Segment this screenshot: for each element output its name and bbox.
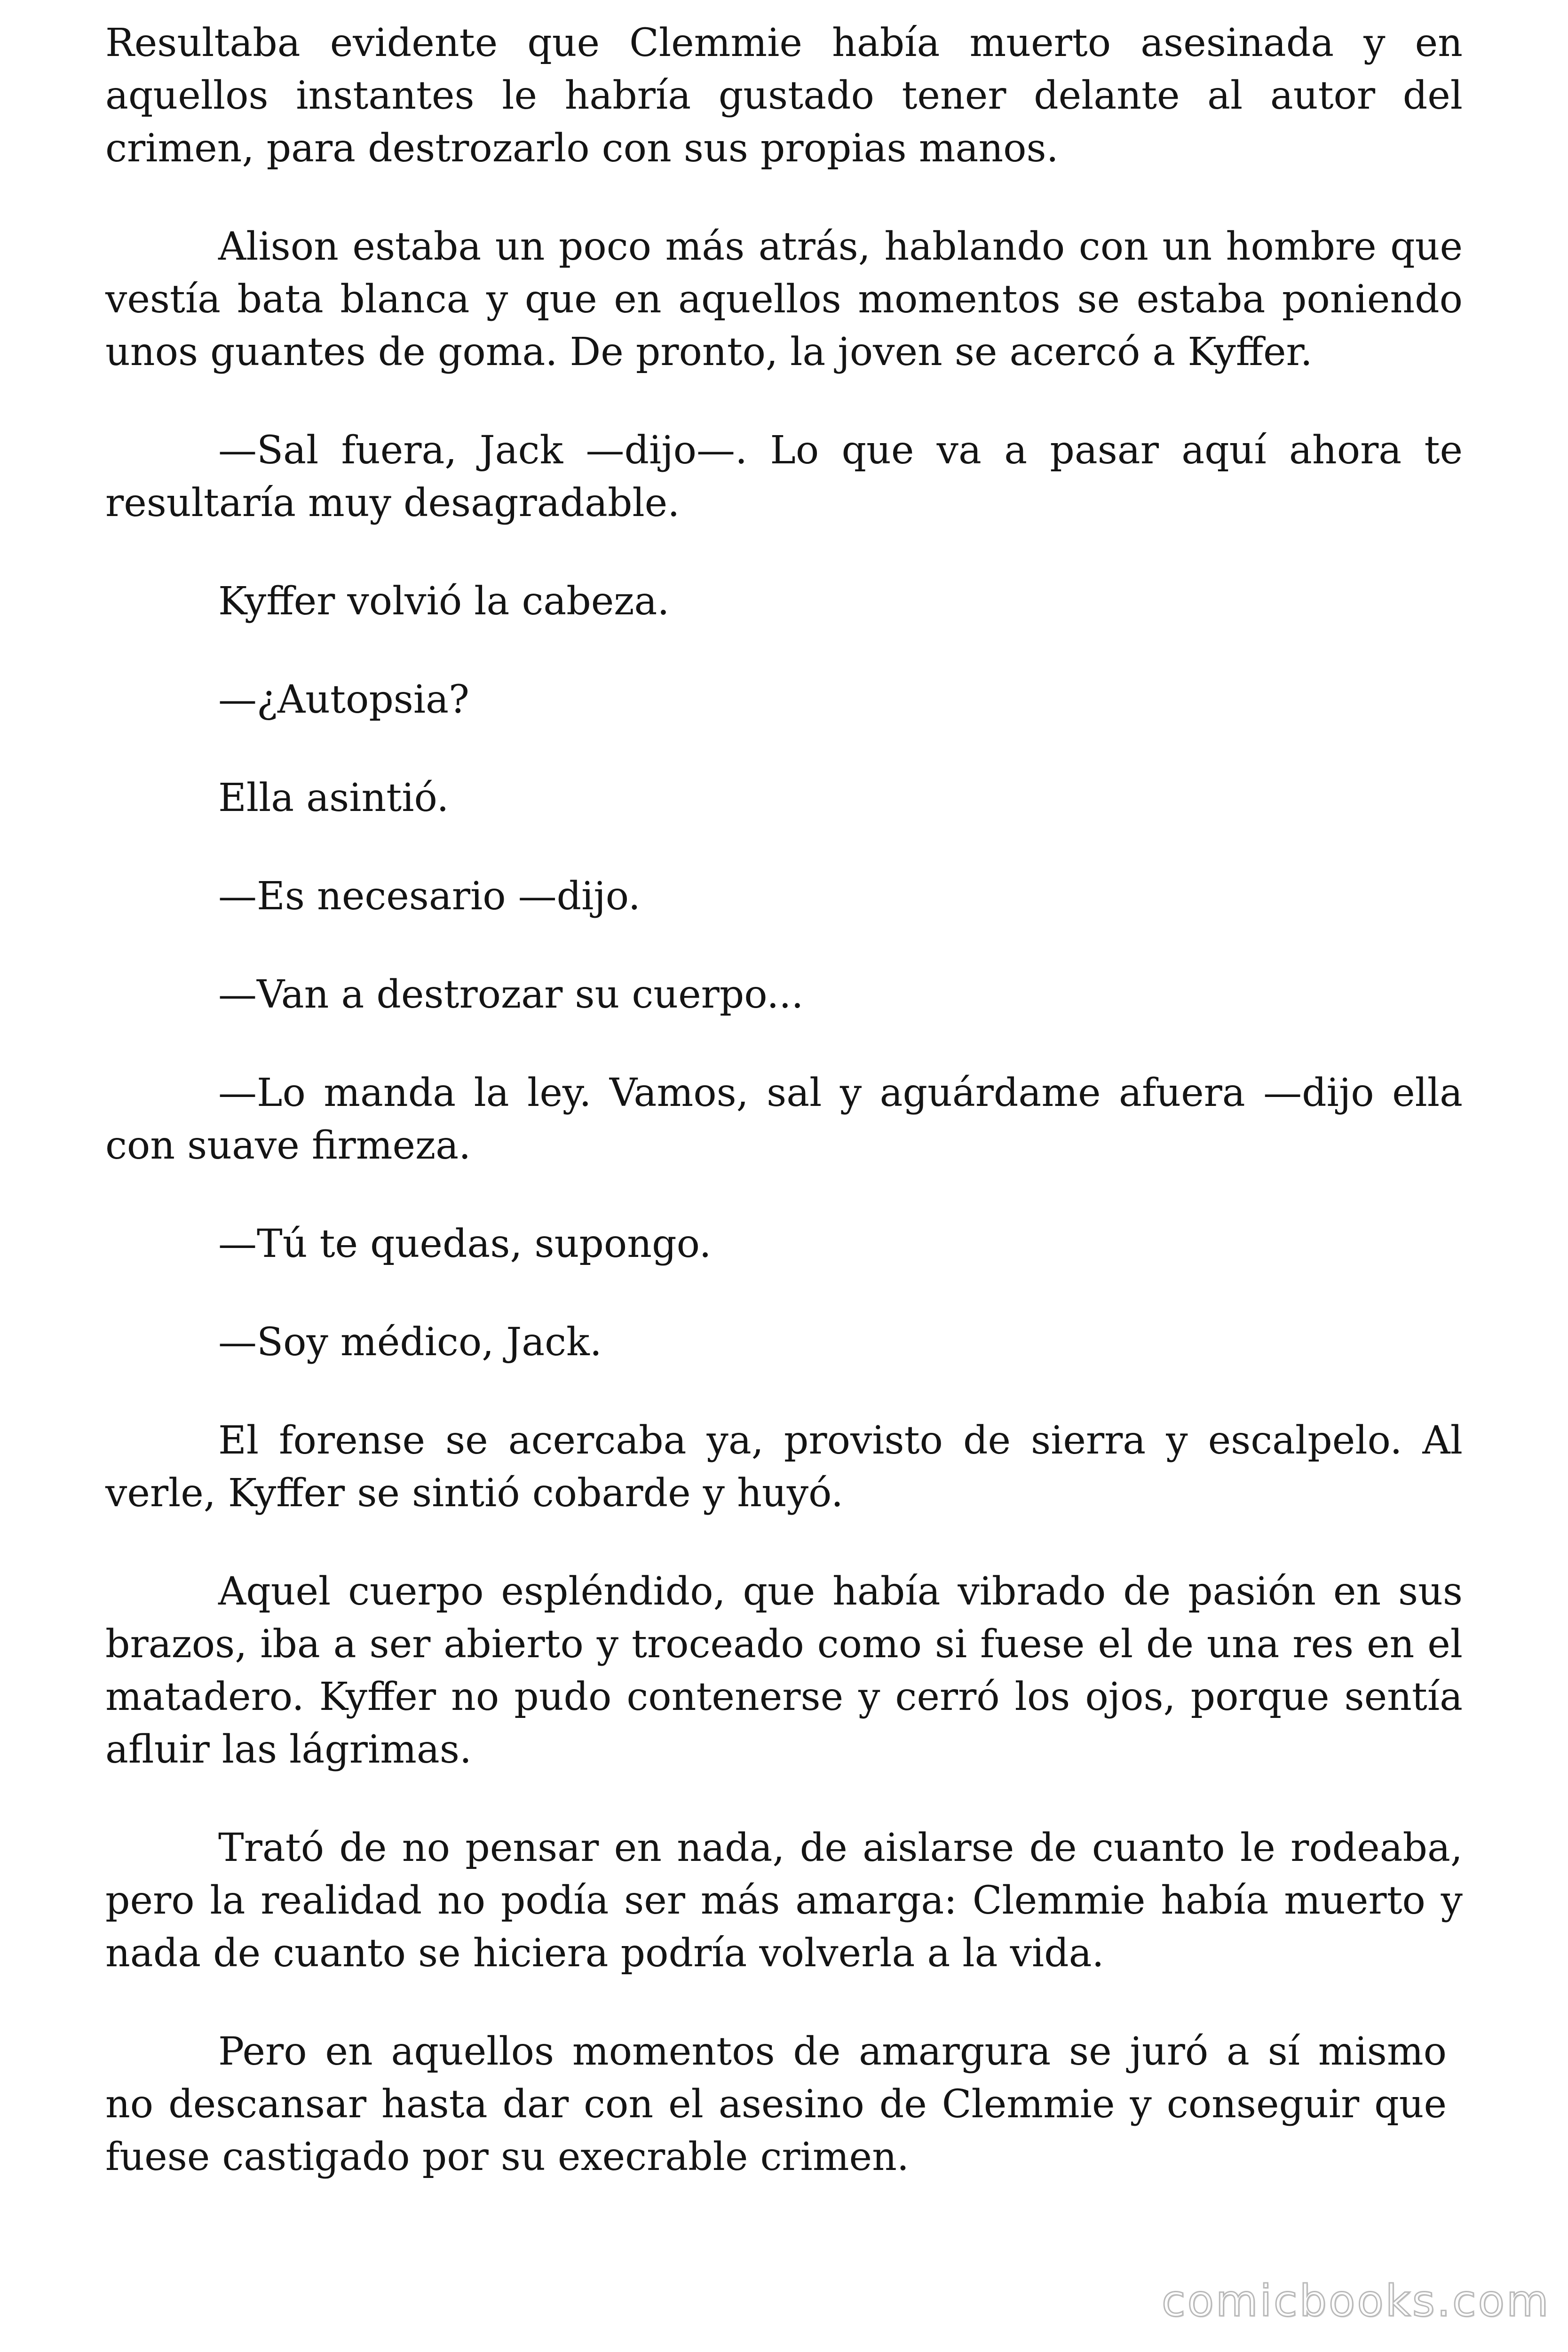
paragraph-10: —Tú te quedas, supongo. xyxy=(218,1222,712,1266)
book-page xyxy=(105,17,1463,2229)
paragraph-13: Aquel cuerpo espléndido, que había vibrado de pasión en sus brazos, iba a ser abierto y troceado como si fuese el de una res en el matadero. Kyffer no pudo contenerse y cerró los ojos, porque sentía afluir las lágrimas. xyxy=(105,1569,1463,1772)
paragraph-12: El forense se acercaba ya, provisto de sierra y escalpelo. Al verle, Kyffer se sintió cobarde y huyó. xyxy=(105,1418,1463,1516)
paragraph-8: —Van a destrozar su cuerpo... xyxy=(218,972,804,1017)
paragraph-9: —Lo manda la ley. Vamos, sal y aguárdame afuera —dijo ella con suave firmeza. xyxy=(105,1071,1463,1168)
paragraph-7: —Es necesario —dijo. xyxy=(218,874,641,919)
paragraph-6: Ella asintió. xyxy=(218,776,449,820)
paragraph-4: Kyffer volvió la cabeza. xyxy=(218,579,670,624)
paragraph-3: —Sal fuera, Jack —dijo—. Lo que va a pasar aquí ahora te resultaría muy desagradable. xyxy=(105,428,1463,525)
watermark-text: comicbooks.com xyxy=(1162,2276,1551,2326)
paragraph-14: Trató de no pensar en nada, de aislarse de cuanto le rodeaba, pero la realidad no podía ser más amarga: Clemmie había muerto y nada de cuanto se hiciera podría volverla a la vida. xyxy=(105,1826,1463,1976)
paragraph-5: —¿Autopsia? xyxy=(218,677,469,722)
paragraph-2: Alison estaba un poco más atrás, hablando con un hombre que vestía bata blanca y que en aquellos momentos se estaba poniendo unos guantes de goma. De pronto, la joven se acercó a Kyffer. xyxy=(105,224,1463,374)
paragraph-11: —Soy médico, Jack. xyxy=(218,1320,602,1365)
paragraph-15: Pero en aquellos momentos de amargura se juró a sí mismo no descansar hasta dar con el asesino de Clemmie y conseguir que fuese castigado por su execrable crimen. xyxy=(105,2029,1447,2179)
paragraph-1: Resultaba evidente que Clemmie había muerto asesinada y en aquellos instantes le habría gustado tener delante al autor del crimen, para destrozarlo con sus propias manos. xyxy=(105,21,1463,171)
